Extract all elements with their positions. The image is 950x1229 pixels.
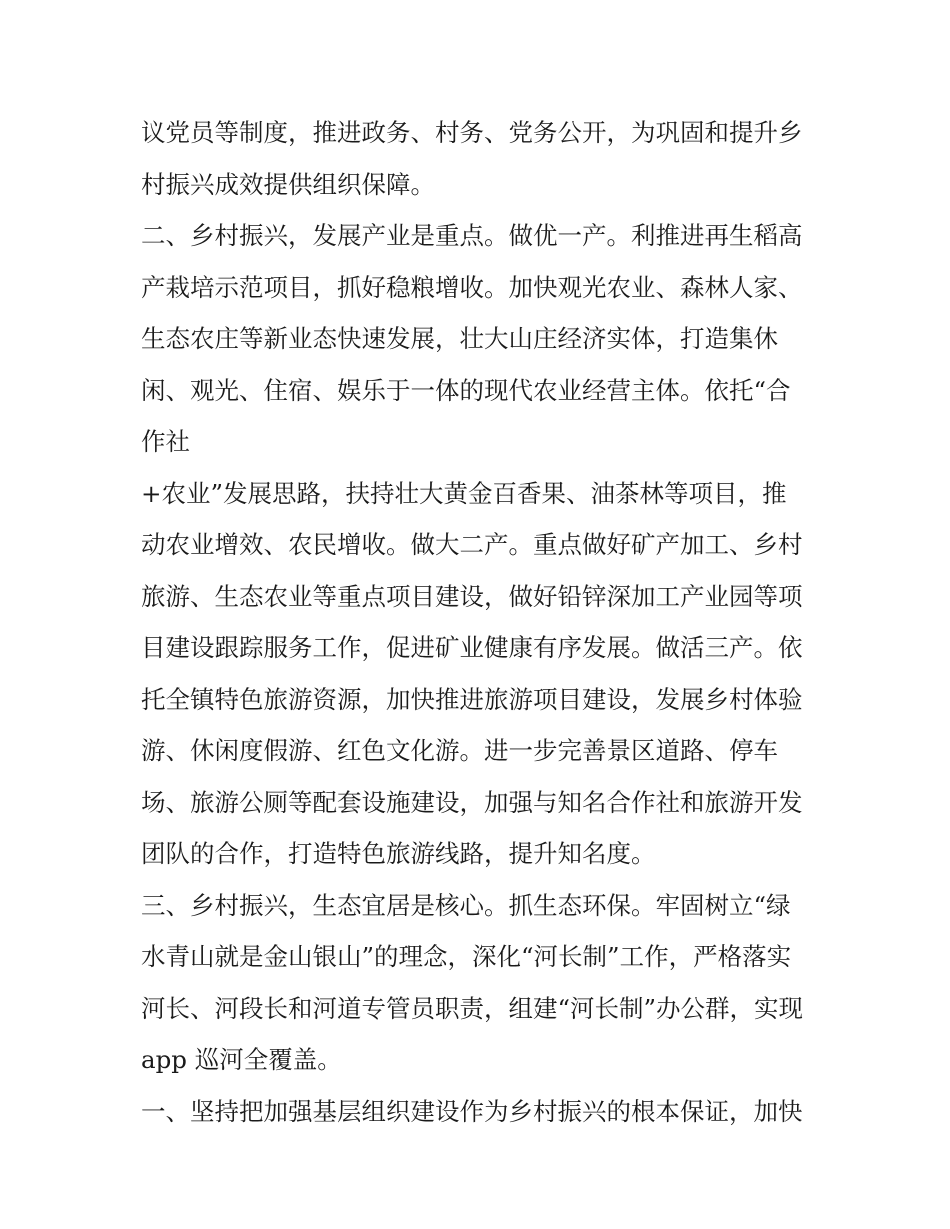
text-line: 目建设跟踪服务工作，促进矿业健康有序发展。做活三产。依 [141, 633, 803, 662]
text-line: 旅游、生态农业等重点项目建设，做好铅锌深加工产业园等项 [141, 581, 803, 611]
text-line: 三、乡村振兴，生态宜居是核心。抓生态环保。牢固树立“绿 [141, 890, 791, 920]
text-line: 游、休闲度假游、红色文化游。进一步完善景区道路、停车 [141, 736, 778, 765]
text-line: 托全镇特色旅游资源，加快推进旅游项目建设，发展乡村体验 [141, 684, 803, 714]
text-line: 产栽培示范项目，抓好稳粮增收。加快观光农业、森林人家、 [141, 272, 803, 302]
text-line: 河长、河段长和河道专管员职责，组建“河长制”办公群，实现 [141, 993, 804, 1023]
text-line: 村振兴成效提供组织保障。 [141, 169, 435, 199]
text-line: 议党员等制度，推进政务、村务、党务公开，为巩固和提升乡 [141, 118, 803, 147]
body-text [141, 107, 821, 1137]
text-line: 作社 [141, 427, 190, 456]
text-line: 二、乡村振兴，发展产业是重点。做优一产。利推进再生稻高 [141, 221, 803, 250]
text-line: +农业”发展思路，扶持壮大黄金百香果、油茶林等项目，推 [141, 478, 787, 508]
text-line: 场、旅游公厕等配套设施建设，加强与知名合作社和旅游开发 [141, 787, 803, 817]
text-line: 一、坚持把加强基层组织建设作为乡村振兴的根本保证，加快 [141, 1096, 803, 1126]
text-line: app 巡河全覆盖。 [141, 1045, 342, 1074]
text-line: 水青山就是金山银山”的理念，深化“河长制”工作，严格落实 [141, 942, 792, 971]
text-line: 生态农庄等新业态快速发展，壮大山庄经济实体，打造集休 [141, 324, 778, 353]
text-line: 动农业增效、农民增收。做大二产。重点做好矿产加工、乡村 [141, 530, 803, 559]
text-line: 团队的合作，打造特色旅游线路，提升知名度。 [141, 839, 656, 868]
text-line: 闲、观光、住宿、娱乐于一体的现代农业经营主体。依托“合 [141, 375, 791, 405]
